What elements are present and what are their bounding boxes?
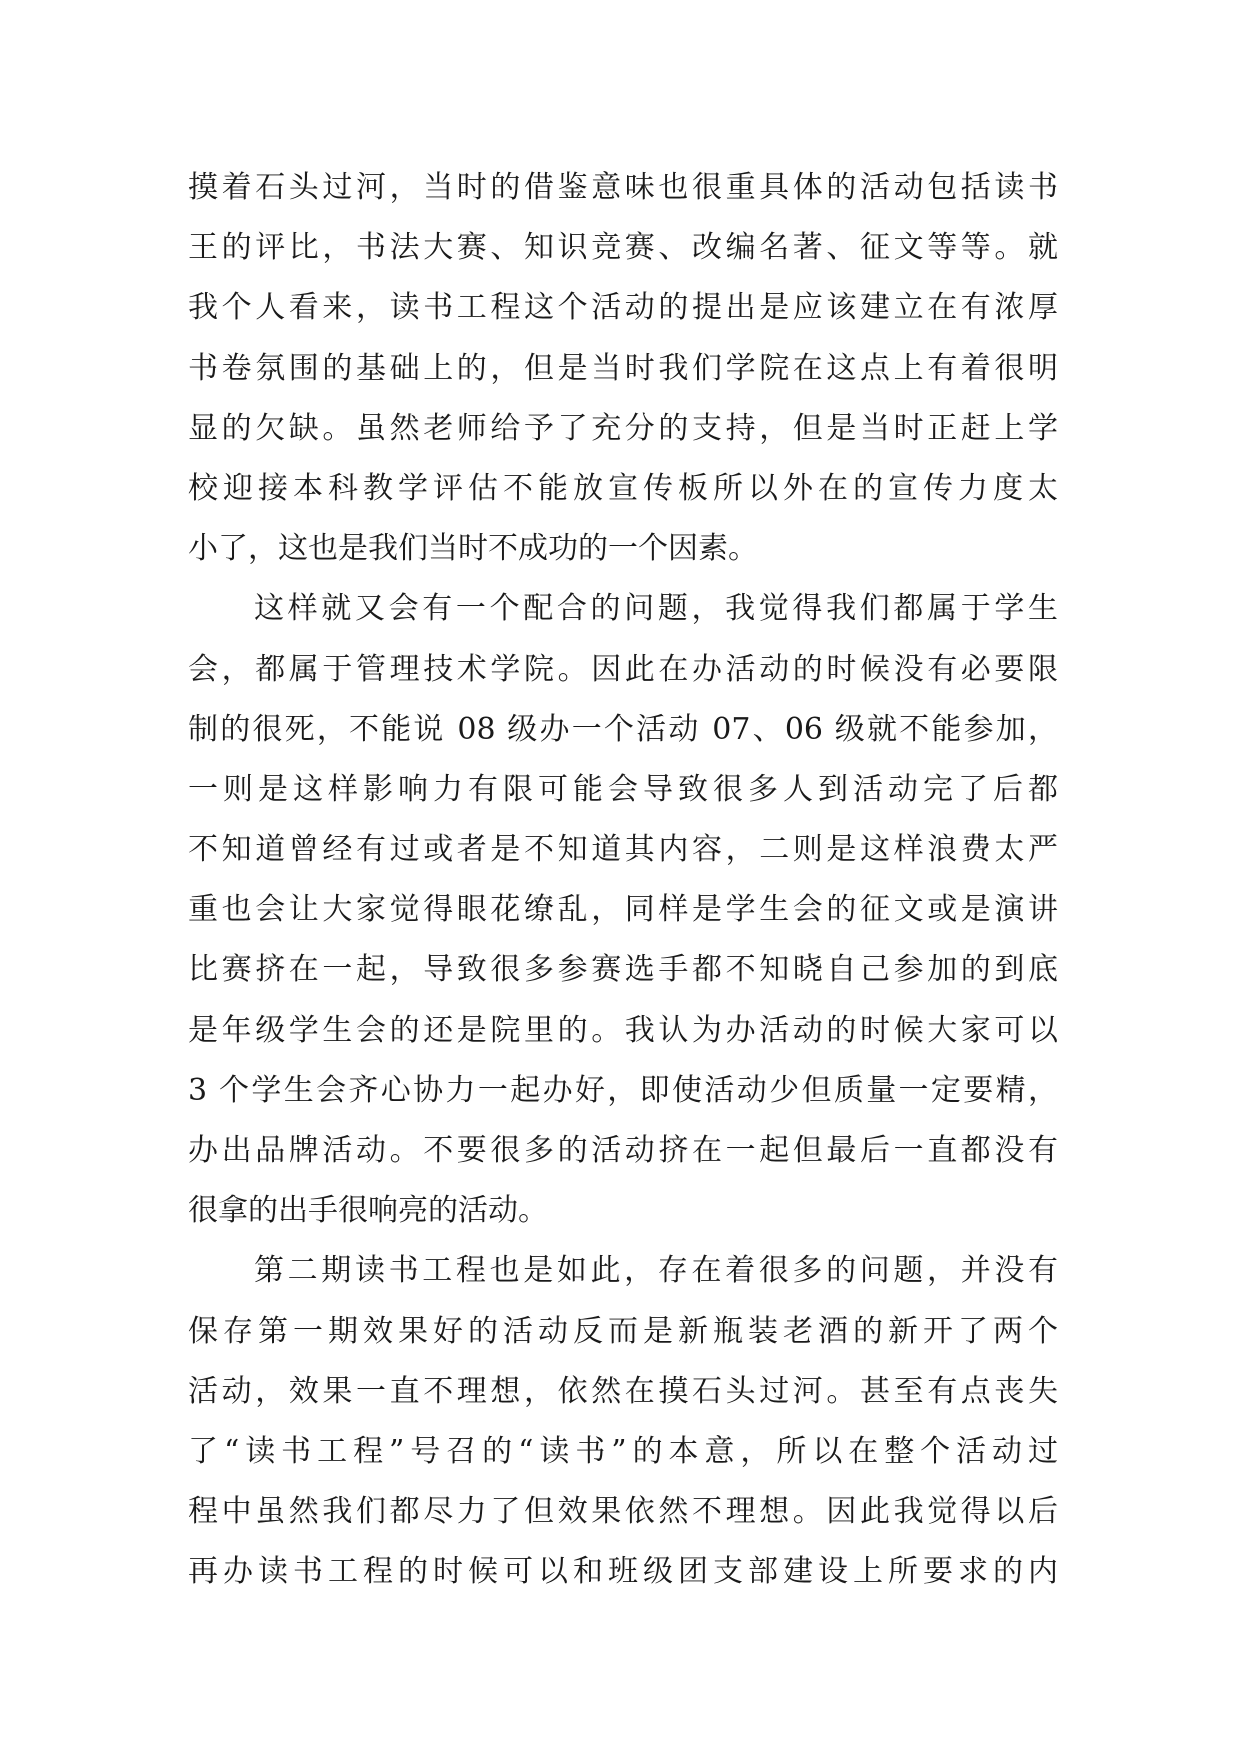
text-line: 比赛挤在一起，导致很多参赛选手都不知晓自己参加的到底 (188, 952, 1058, 988)
text-line: 一则是这样影响力有限可能会导致很多人到活动完了后都 (188, 771, 1058, 807)
text-line: 显的欠缺。虽然老师给予了充分的支持，但是当时正赶上学 (188, 410, 1058, 446)
text-line: 重也会让大家觉得眼花缭乱，同样是学生会的征文或是演讲 (188, 892, 1058, 928)
text-line: 我个人看来，读书工程这个活动的提出是应该建立在有浓厚 (188, 290, 1058, 326)
text-line: 程中虽然我们都尽力了但效果依然不理想。因此我觉得以后 (188, 1494, 1058, 1530)
text-line: 制的很死，不能说 08 级办一个活动 07、06 级就不能参加， (188, 711, 1058, 747)
text-line: 摸着石头过河，当时的借鉴意味也很重具体的活动包括读书 (188, 170, 1058, 205)
text-line: 很拿的出手很响亮的活动。 (188, 1193, 548, 1229)
text-line: 校迎接本科教学评估不能放宣传板所以外在的宣传力度太 (188, 470, 1058, 506)
text-line: 保存第一期效果好的活动反而是新瓶装老酒的新开了两个 (188, 1313, 1058, 1349)
text-line: 王的评比，书法大赛、知识竞赛、改编名著、征文等等。就 (188, 230, 1058, 266)
text-line: 不知道曾经有过或者是不知道其内容，二则是这样浪费太严 (188, 832, 1058, 868)
text-line: 书卷氛围的基础上的，但是当时我们学院在这点上有着很明 (188, 350, 1058, 386)
text-line: 再办读书工程的时候可以和班级团支部建设上所要求的内 (188, 1554, 1058, 1590)
text-line: 活动，效果一直不理想，依然在摸石头过河。甚至有点丧失 (188, 1373, 1058, 1409)
text-line: 会，都属于管理技术学院。因此在办活动的时候没有必要限 (188, 651, 1058, 687)
text-line: 第二期读书工程也是如此，存在着很多的问题，并没有 (254, 1253, 1058, 1289)
text-line: 小了，这也是我们当时不成功的一个因素。 (188, 531, 758, 567)
text-line: 3 个学生会齐心协力一起办好，即使活动少但质量一定要精， (188, 1072, 1058, 1108)
text-line: 是年级学生会的还是院里的。我认为办活动的时候大家可以 (188, 1012, 1058, 1048)
body-text (188, 158, 1058, 1603)
text-line: 这样就又会有一个配合的问题，我觉得我们都属于学生 (254, 591, 1058, 627)
text-line: 办出品牌活动。不要很多的活动挤在一起但最后一直都没有 (188, 1133, 1058, 1168)
text-line: 了“读书工程”号召的“读书”的本意，所以在整个活动过 (188, 1433, 1058, 1469)
